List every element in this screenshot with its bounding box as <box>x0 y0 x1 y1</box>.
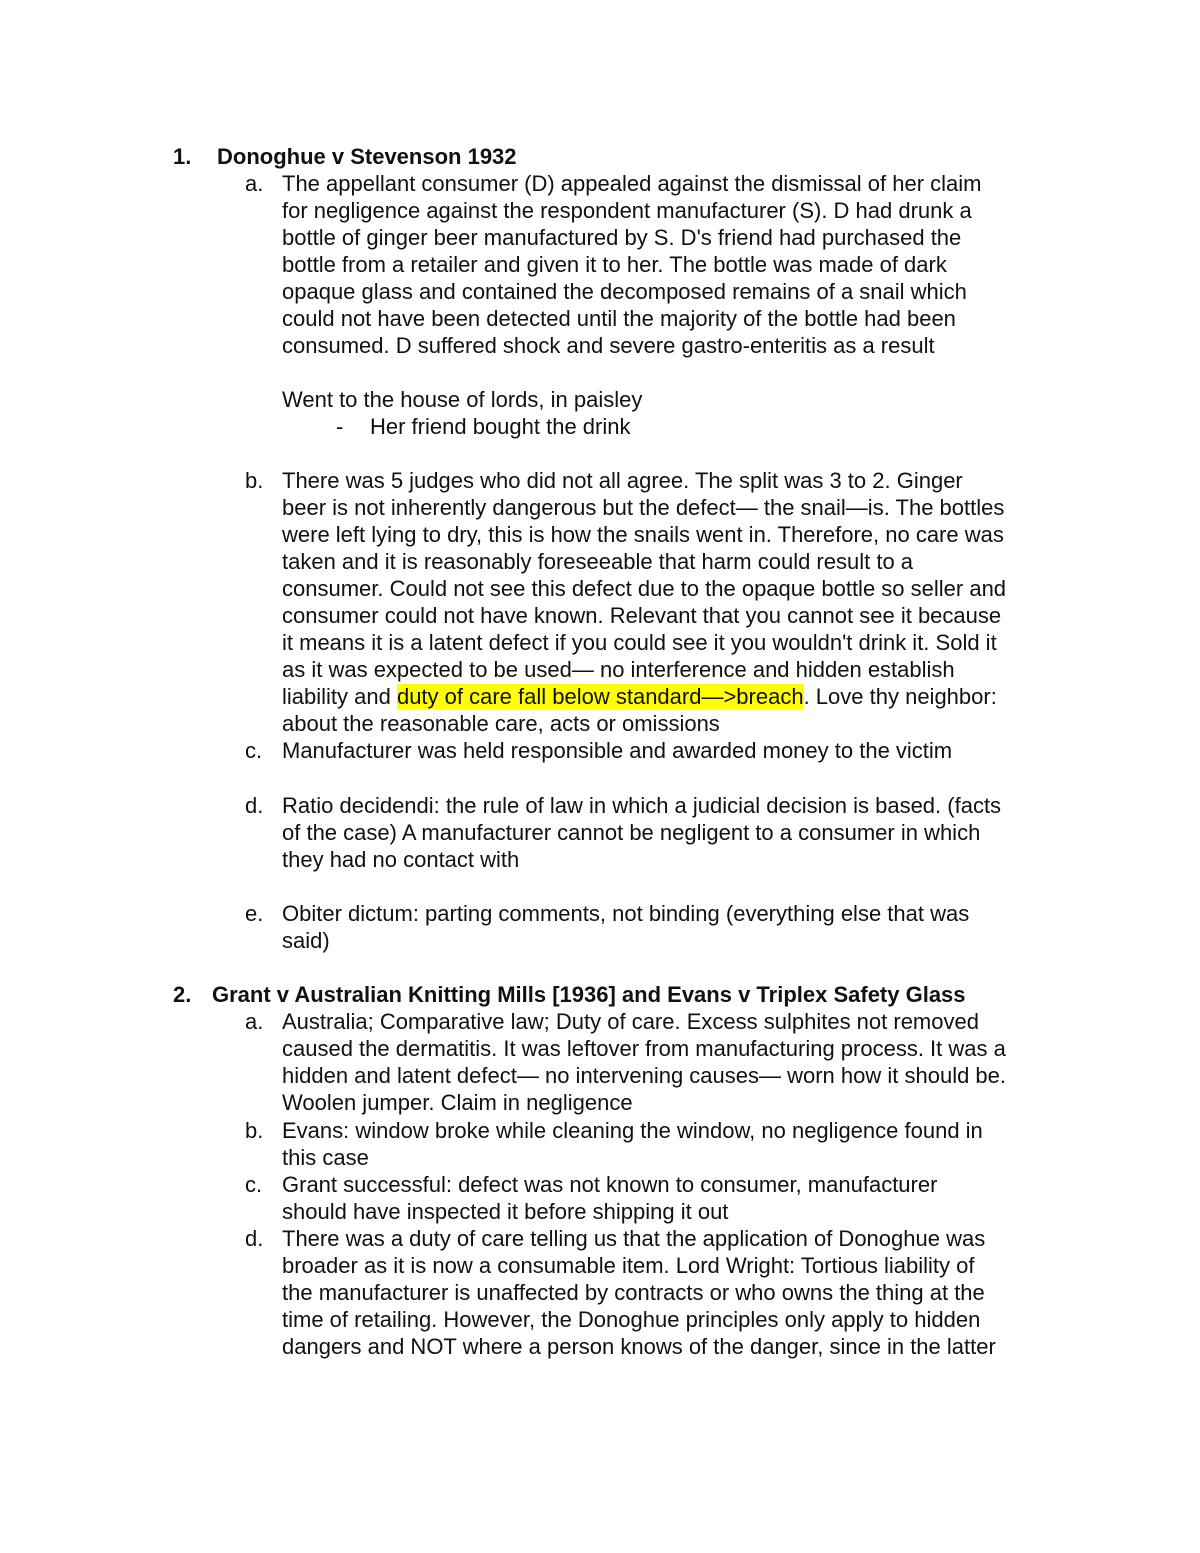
item-letter: b. <box>245 1118 264 1143</box>
item-text: Australia; Comparative law; Duty of care. Excess sulphites not removed caused the dermatitis. It was leftover from manufacturing process. It was a hidden and latent defect— no intervening causes— worn how it should be. Woolen jumper. Claim in negligence <box>282 1009 1007 1115</box>
section-1-heading <box>173 143 517 170</box>
section-1-item-a <box>245 170 1065 359</box>
section-1-item-d <box>245 792 1065 873</box>
section-2-item-d <box>245 1225 1065 1360</box>
section-2-item-b <box>245 1117 1065 1171</box>
highlighted-text: duty of care fall below standard—>breach <box>396 684 804 709</box>
item-text: There was a duty of care telling us that the application of Donoghue was broader as it is now a consumable item. Lord Wright: Tortious liability of the manufacturer is unaffected by contracts or who owns the thing at the time of retailing. However, the Donoghue principles only apply to hidden dangers and NOT where a person knows of the danger, since in the latter <box>282 1226 996 1359</box>
item-letter: c. <box>245 1172 263 1197</box>
section-2-title: Grant v Australian Knitting Mills [1936] and Evans v Triplex Safety Glass <box>212 982 966 1007</box>
section-2-number: 2. <box>173 982 192 1007</box>
item-letter: b. <box>245 468 264 493</box>
item-letter: d. <box>245 793 264 818</box>
dash-marker: - <box>336 414 344 439</box>
item-text: Grant successful: defect was not known to consumer, manufacturer should have inspected it before shipping it out <box>282 1172 938 1224</box>
section-1-number: 1. <box>173 144 192 169</box>
item-text-after: . Love thy neighbor: about the reasonable care, acts or omissions <box>282 684 997 736</box>
item-letter: c. <box>245 738 263 763</box>
section-1-sub-bullet <box>336 413 631 440</box>
item-letter: d. <box>245 1226 264 1251</box>
item-letter: a. <box>245 171 264 196</box>
section-1-item-e <box>245 900 1065 954</box>
section-1-item-b <box>245 467 1065 737</box>
sub-bullet-text: Her friend bought the drink <box>370 414 631 439</box>
item-text <box>282 467 1065 737</box>
section-2-item-a <box>245 1008 1065 1116</box>
item-text: Evans: window broke while cleaning the window, no negligence found in this case <box>282 1118 983 1170</box>
section-2-item-c <box>245 1171 1065 1225</box>
section-1-title: Donoghue v Stevenson 1932 <box>217 144 517 169</box>
item-letter: a. <box>245 1009 264 1034</box>
section-2-heading <box>173 981 966 1008</box>
section-1-note: Went to the house of lords, in paisley <box>282 387 643 412</box>
item-letter: e. <box>245 901 264 926</box>
item-text-before: There was 5 judges who did not all agree. The split was 3 to 2. Ginger beer is not inherently dangerous but the defect— the snail—is. The bottles were left lying to dry, this is how the snails went in. Therefore, no care was taken and it is reasonably foreseeable that harm could result to a consumer. Could not see this defect due to the opaque bottle so seller and consumer could not have known. Relevant that you cannot see it because it means it is a latent defect if you could see it you wouldn't drink it. Sold it as it was expected to be used— no interference and hidden establish liability and <box>282 468 1007 709</box>
item-text: Obiter dictum: parting comments, not binding (everything else that was said) <box>282 901 970 953</box>
item-text: Manufacturer was held responsible and awarded money to the victim <box>282 738 953 763</box>
item-text: The appellant consumer (D) appealed against the dismissal of her claim for negligence against the respondent manufacturer (S). D had drunk a bottle of ginger beer manufactured by S. D's friend had purchased the bottle from a retailer and given it to her. The bottle was made of dark opaque glass and contained the decomposed remains of a snail which could not have been detected until the majority of the bottle had been consumed. D suffered shock and severe gastro-enteritis as a result <box>282 171 982 358</box>
section-1-item-c <box>245 737 1065 764</box>
item-text: Ratio decidendi: the rule of law in which a judicial decision is based. (facts of the case) A manufacturer cannot be negligent to a consumer in which they had no contact with <box>282 793 1002 872</box>
